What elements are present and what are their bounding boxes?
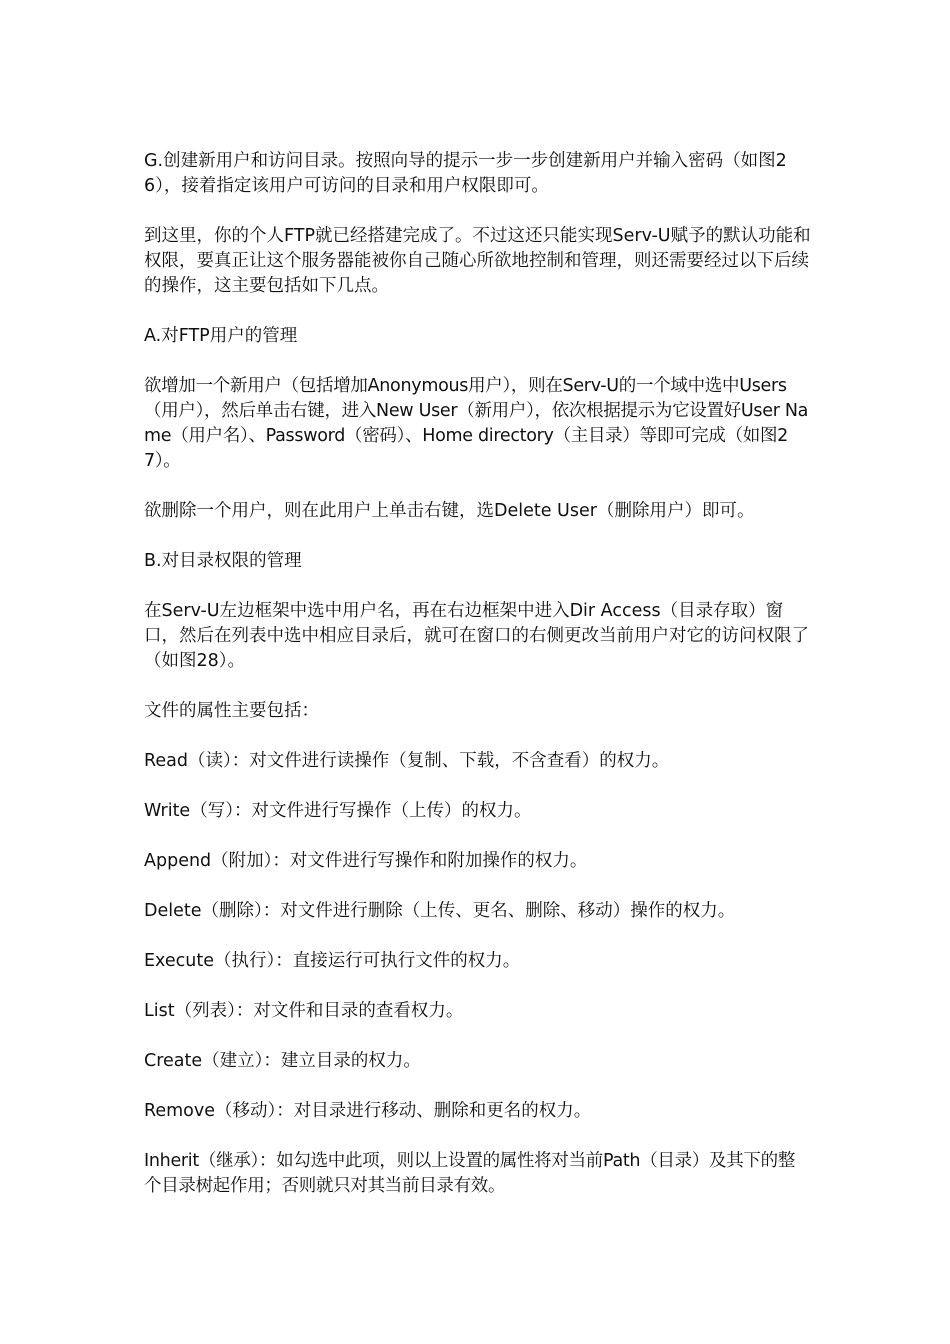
attribute-remove: Remove（移动）：对目录进行移动、删除和更名的权力。 — [144, 1101, 592, 1121]
attribute-list: List（列表）：对文件和目录的查看权力。 — [144, 1001, 464, 1021]
attribute-create: Create（建立）：建立目录的权力。 — [144, 1051, 421, 1071]
attribute-read: Read（读）：对文件进行读操作（复制、下载，不含查看）的权力。 — [144, 751, 670, 771]
heading-directory-permissions: B.对目录权限的管理 — [144, 551, 302, 571]
paragraph-dir-access: 在Serv-U左边框架中选中用户名，再在右边框架中进入Dir Access（目录存取）窗口，然后在列表中选中相应目录后，就可在窗口的右侧更改当前用户对它的访问权限了（如图28）。 — [144, 601, 809, 671]
paragraph-create-user: G.创建新用户和访问目录。按照向导的提示一步一步创建新用户并输入密码（如图26），接着指定该用户可访问的目录和用户权限即可。 — [144, 151, 787, 196]
attribute-write: Write（写）：对文件进行写操作（上传）的权力。 — [144, 801, 532, 821]
attribute-inherit: Inherit（继承）：如勾选中此项，则以上设置的属性将对当前Path（目录）及其下的整个目录树起作用；否则就只对其当前目录有效。 — [144, 1151, 796, 1196]
document-body — [144, 149, 812, 1224]
paragraph-file-attributes-intro: 文件的属性主要包括： — [144, 701, 319, 721]
attribute-append: Append（附加）：对文件进行写操作和附加操作的权力。 — [144, 851, 588, 871]
attribute-execute: Execute（执行）：直接运行可执行文件的权力。 — [144, 951, 521, 971]
heading-ftp-user-management: A.对FTP用户的管理 — [144, 326, 298, 346]
paragraph-ftp-complete: 到这里，你的个人FTP就已经搭建完成了。不过这还只能实现Serv-U赋予的默认功能和权限，要真正让这个服务器能被你自己随心所欲地控制和管理，则还需要经过以下后续的操作，这主要包括如下几点。 — [144, 226, 811, 296]
attribute-delete: Delete（删除）：对文件进行删除（上传、更名、删除、移动）操作的权力。 — [144, 901, 736, 921]
paragraph-add-user: 欲增加一个新用户（包括增加Anonymous用户），则在Serv-U的一个域中选中Users（用户），然后单击右键，进入New User（新用户），依次根据提示为它设置好User Name（用户名）、Password（密码）、Home directory（主目录）等即可完成（如图27）。 — [144, 376, 809, 471]
paragraph-delete-user: 欲删除一个用户，则在此用户上单击右键，选Delete User（删除用户）即可。 — [144, 501, 755, 521]
